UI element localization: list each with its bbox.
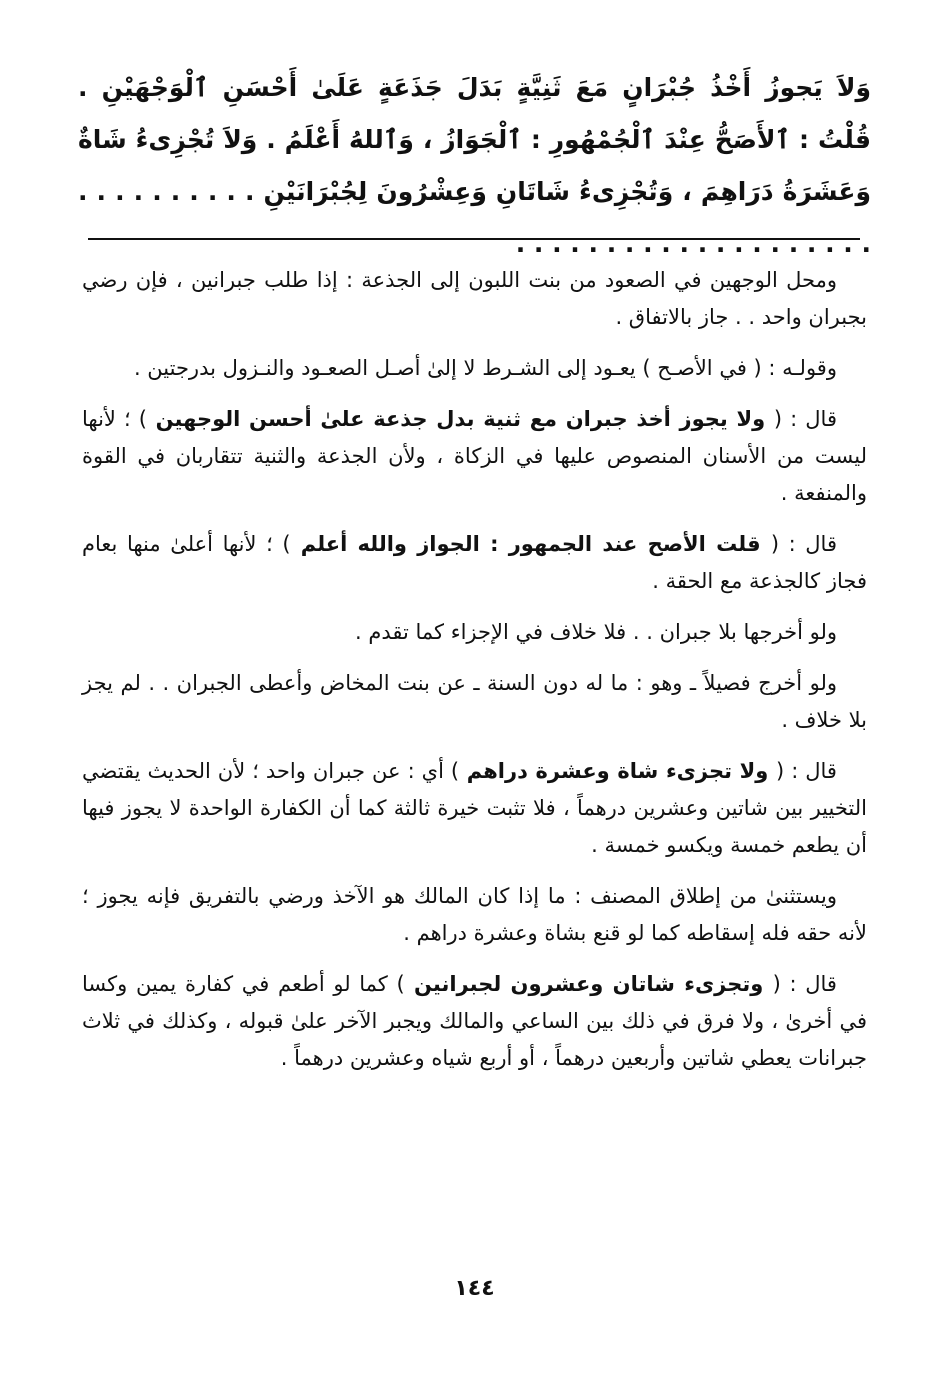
quoted-matn: قلت الأصح عند الجمهور : الجواز والله أعلم — [290, 532, 771, 556]
commentary-paragraph — [82, 966, 867, 1077]
quoted-matn: ولا يجوز أخذ جبران مع ثنية بدل جذعة علىٰ أحسن الوجهين — [146, 407, 774, 431]
commentary-paragraph — [82, 665, 867, 739]
commentary-paragraph — [82, 878, 867, 952]
paragraph-text: ولو أخرج فصيلاً ـ وهو : ما له دون السنة ـ عن بنت المخاض وأعطى الجبران . . لم يجز بلا خلاف . — [82, 671, 867, 732]
paragraph-text: ويستثنىٰ من إطلاق المصنف : ما إذا كان المالك هو الآخذ ورضي بالتفريق فإنه يجوز ؛ لأنه حقه فله إسقاطه كما لو قنع بشاة وعشرة دراهم . — [82, 884, 867, 945]
paragraph-text: قال : ( — [770, 532, 837, 556]
commentary-paragraph — [82, 401, 867, 512]
paragraph-text: ) كما لو أطعم في كفارة يمين وكسا في أخرىٰ ، ولا فرق في ذلك بين الساعي والمالك ويجبر الآخر علىٰ قبوله ، وكذلك في ثلاث جبرانات يعطي شاتين وأربعين درهماً ، أو أربع شياه وعشرين درهماً . — [82, 972, 867, 1070]
separator-line — [88, 238, 860, 240]
paragraph-text: قال : ( — [772, 972, 837, 996]
paragraph-text: ) ؛ لأنها ليست من الأسنان المنصوص عليها في الزكاة ، ولأن الجذعة والثنية تتقاربان في القوة والمنفعة . — [82, 407, 867, 505]
quoted-matn: وتجزىء شاتان وعشرون لجبرانين — [404, 972, 773, 996]
commentary-block — [82, 262, 867, 1091]
commentary-paragraph — [82, 753, 867, 864]
matn-dots: . . . . . . . . . . . . . . . . . . . . . . . . . . . . . — [78, 177, 871, 258]
paragraph-text: قال : ( — [773, 407, 837, 431]
paragraph-text: ومحل الوجهين في الصعود من بنت اللبون إلى الجذعة : إذا طلب جبرانين ، فإن رضي بجبران واحد . . جاز بالاتفاق . — [82, 268, 867, 329]
commentary-paragraph — [82, 614, 867, 651]
quoted-matn: ولا تجزىء شاة وعشرة دراهم — [459, 759, 776, 783]
paragraph-text: ) أي : عن جبران واحد ؛ لأن الحديث يقتضي التخيير بين شاتين وعشرين درهماً ، فلا تثبت خيرة ثالثة كما أن الكفارة الواحدة لا يجوز فيها أن يطعم خمسة ويكسو خمسة . — [82, 759, 867, 857]
commentary-paragraph — [82, 526, 867, 600]
commentary-paragraph — [82, 350, 867, 387]
matn-text: وَلاَ يَجوزُ أَخْذُ جُبْرَانٍ مَعَ ثَنِيَّةٍ بَدَلَ جَذَعَةٍ عَلَىٰ أَحْسَنِ ٱلْوَجْهَيْنِ . قُلْتُ : ٱلأَصَحُّ عِنْدَ ٱلْجُمْهُورِ : ٱلْجَوَازُ ، وَٱللهُ أَعْلَمُ . وَلاَ تُجْزِىءُ شَاةٌ وَعَشَرَةُ دَرَاهِمَ ، وَتُجْزِىءُ شَاتَانِ وَعِشْرُونَ لِجُبْرَانَيْنِ . — [78, 73, 871, 206]
paragraph-text: ) ؛ لأنها أعلىٰ منها بعام فجاز كالجذعة مع الحقة . — [82, 532, 867, 593]
page-number: ١٤٤ — [454, 1276, 495, 1301]
commentary-paragraph — [82, 262, 867, 336]
paragraph-text: قال : ( — [776, 759, 837, 783]
paragraph-text: ولو أخرجها بلا جبران . . فلا خلاف في الإجزاء كما تقدم . — [354, 620, 837, 644]
paragraph-text: وقولـه : ( في الأصـح ) يعـود إلى الشـرط لا إلىٰ أصـل الصعـود والنـزول بدرجتين . — [133, 356, 837, 380]
